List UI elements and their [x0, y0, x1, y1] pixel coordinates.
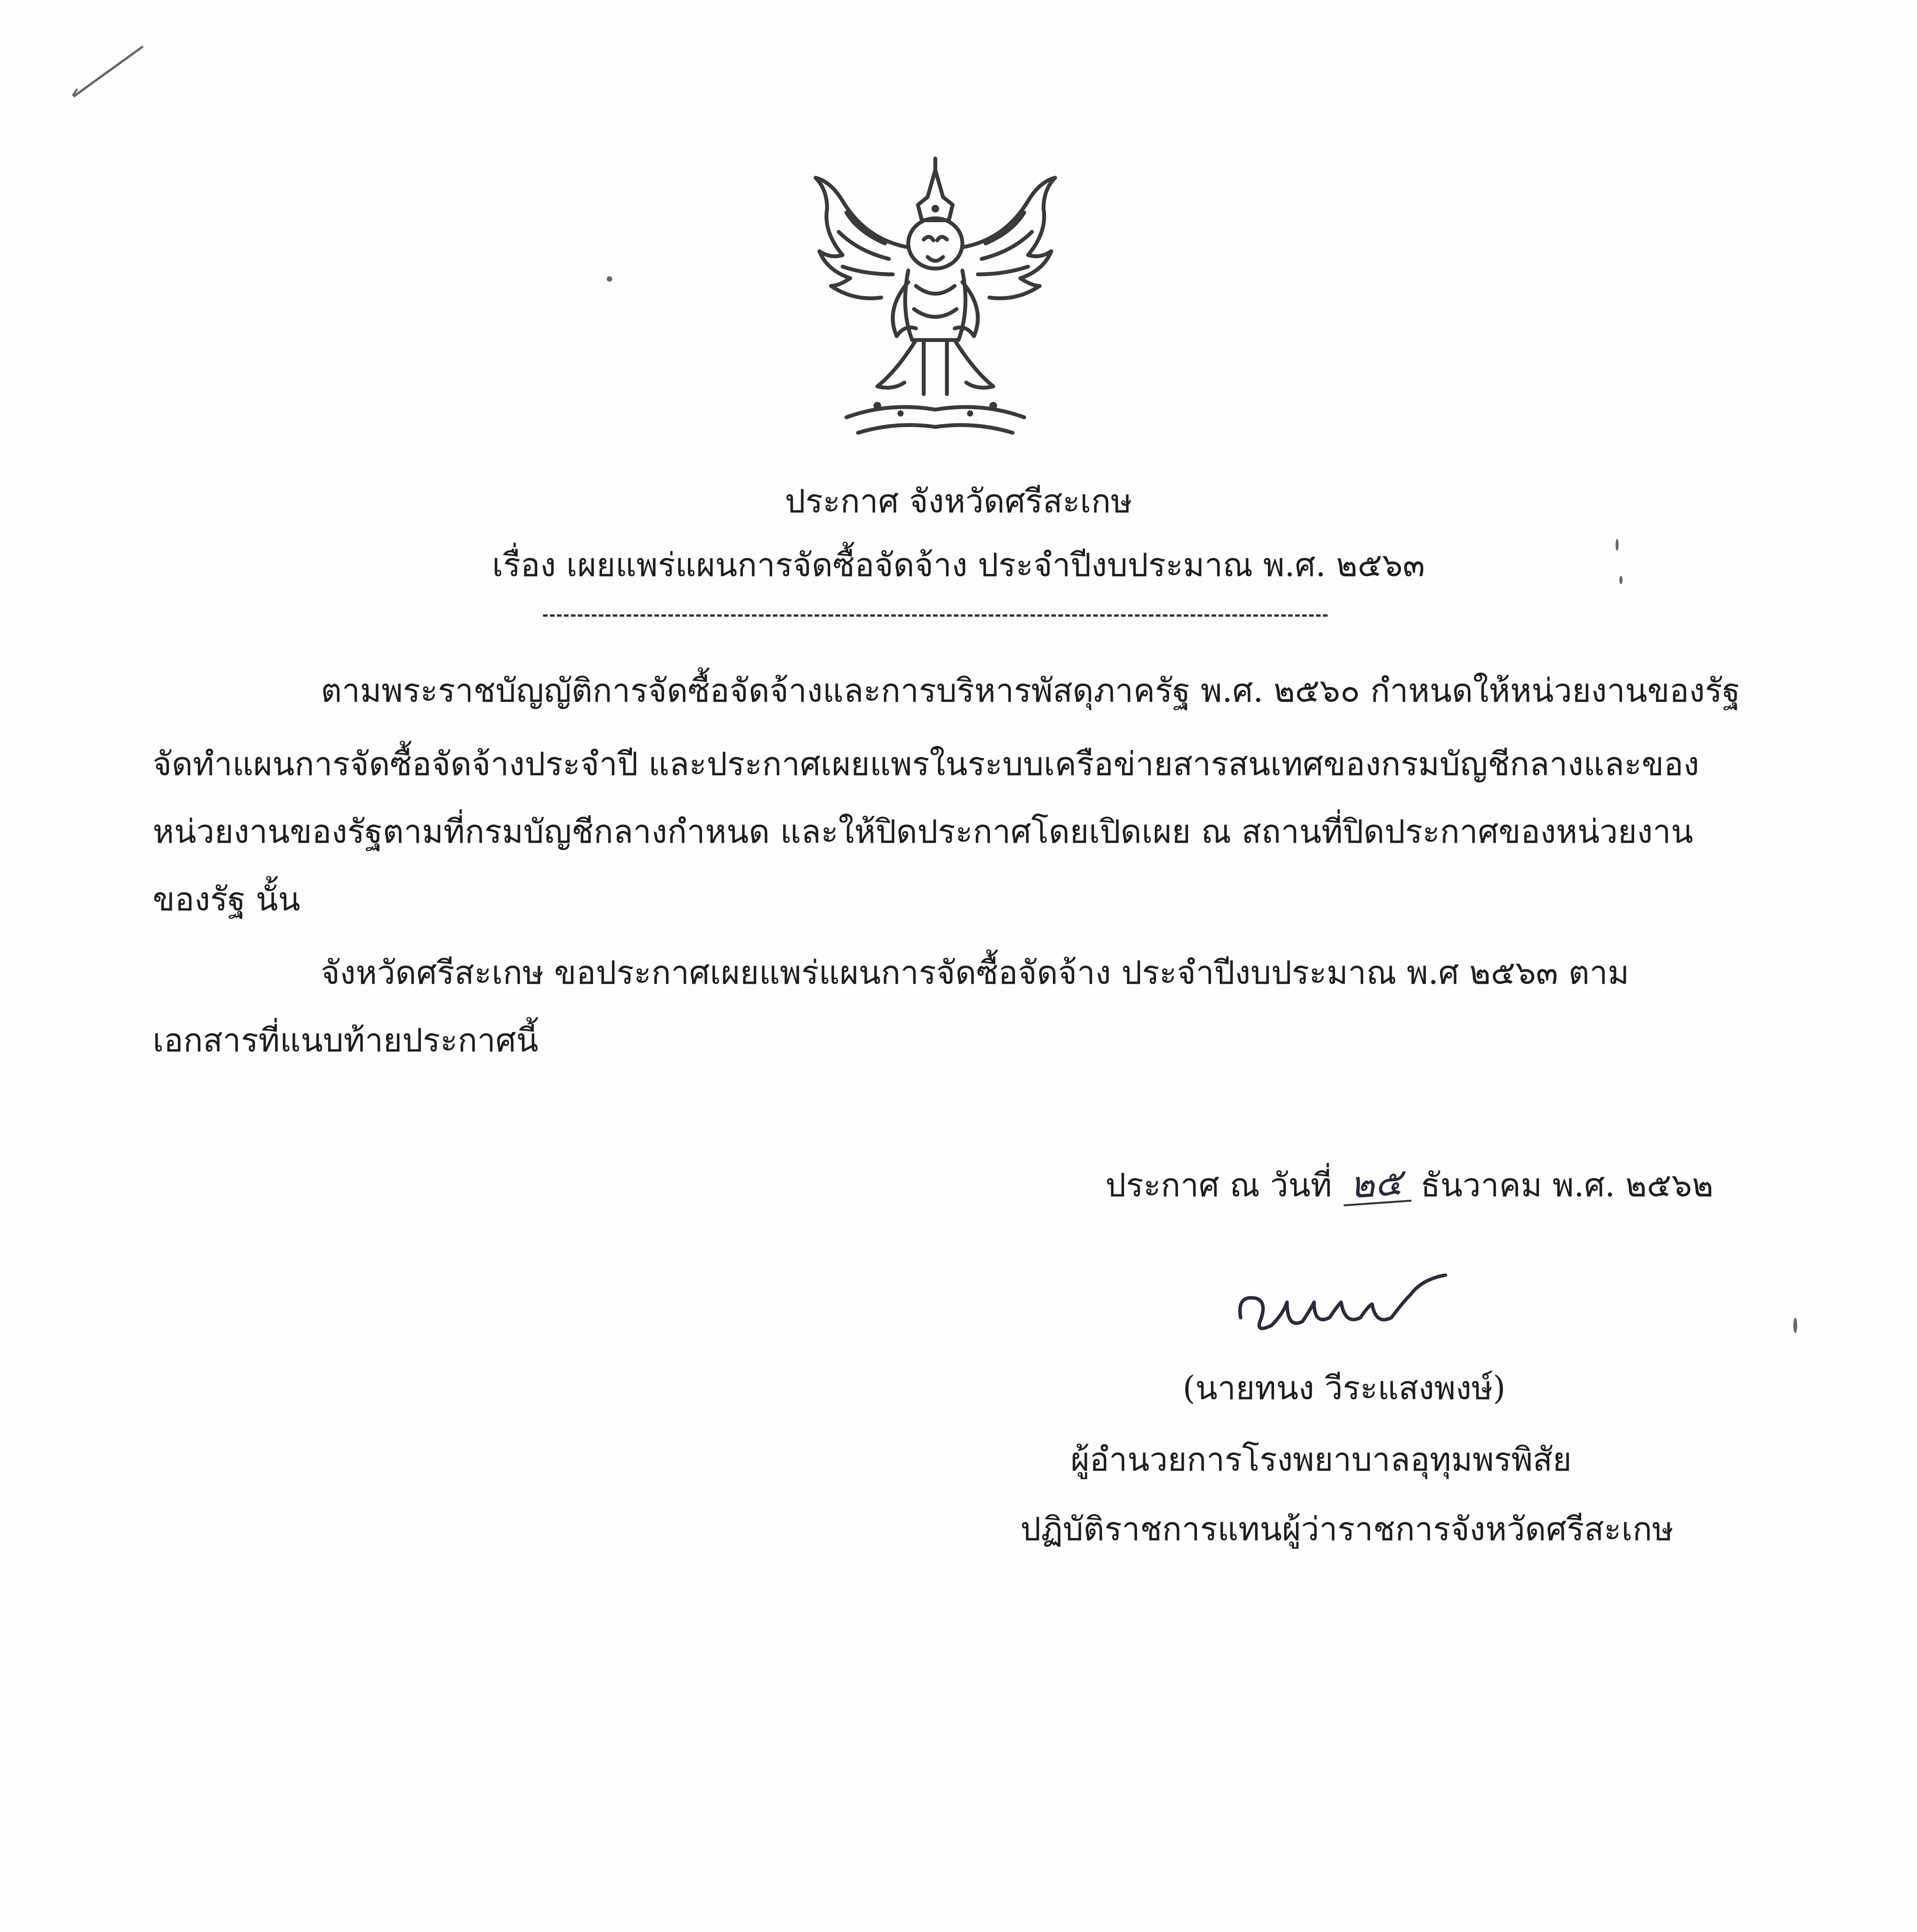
body-line-1: ตามพระราชบัญญัติการจัดซื้อจัดจ้างและการบริหารพัสดุภาครัฐ พ.ศ. ๒๕๖๐ กำหนดให้หน่วยงานของรัฐ	[321, 672, 1740, 709]
date-day-handwritten: ๒๕	[1341, 1163, 1412, 1206]
scan-speck	[1616, 539, 1619, 551]
signer-title-1: ผู้อำนวยการโรงพยาบาลอุทุมพรพิสัย	[1071, 1440, 1572, 1478]
body-line-2: จัดทำแผนการจัดซื้อจัดจ้างประจำปี และประกาศเผยแพรในระบบเครือข่ายสารสนเทศของกรมบัญชีกลางและของ	[153, 745, 1699, 783]
garuda-emblem-icon	[800, 155, 1071, 448]
date-suffix: ธันวาคม พ.ศ. ๒๕๖๒	[1420, 1166, 1714, 1204]
date-prefix: ประกาศ ณ วันที่	[1105, 1166, 1332, 1204]
body-line-5: จังหวัดศรีสะเกษ ขอประกาศเผยแพร่แผนการจัดซื้อจัดจ้าง ประจำปีงบประมาณ พ.ศ ๒๕๖๓ ตาม	[321, 954, 1629, 992]
scan-speck	[1619, 576, 1622, 584]
body-line-4: ของรัฐ นั้น	[153, 880, 300, 918]
signer-title-2: ปฏิบัติราชการแทนผู้ว่าราชการจังหวัดศรีสะเกษ	[1020, 1510, 1674, 1548]
announcement-subject: เรื่อง เผยแพร่แผนการจัดซื้อจัดจ้าง ประจำปีงบประมาณ พ.ศ. ๒๕๖๓	[492, 546, 1425, 584]
announcement-heading: ประกาศ จังหวัดศรีสะเกษ	[785, 482, 1132, 520]
body-line-3: หน่วยงานของรัฐตามที่กรมบัญชีกลางกำหนด และให้ปิดประกาศโดยเปิดเผย ณ สถานที่ปิดประกาศของหน่วยงาน	[153, 813, 1693, 850]
scan-speck	[1793, 1318, 1797, 1333]
body-line-6: เอกสารที่แนบท้ายประกาศนี้	[153, 1021, 538, 1059]
divider	[543, 614, 1328, 617]
scan-mark-icon	[66, 43, 151, 100]
handwritten-signature	[1229, 1271, 1453, 1345]
announcement-date	[1105, 1160, 1714, 1207]
scan-speck	[607, 276, 612, 282]
signer-name: (นายทนง วีระแสงพงษ์)	[1183, 1369, 1506, 1407]
